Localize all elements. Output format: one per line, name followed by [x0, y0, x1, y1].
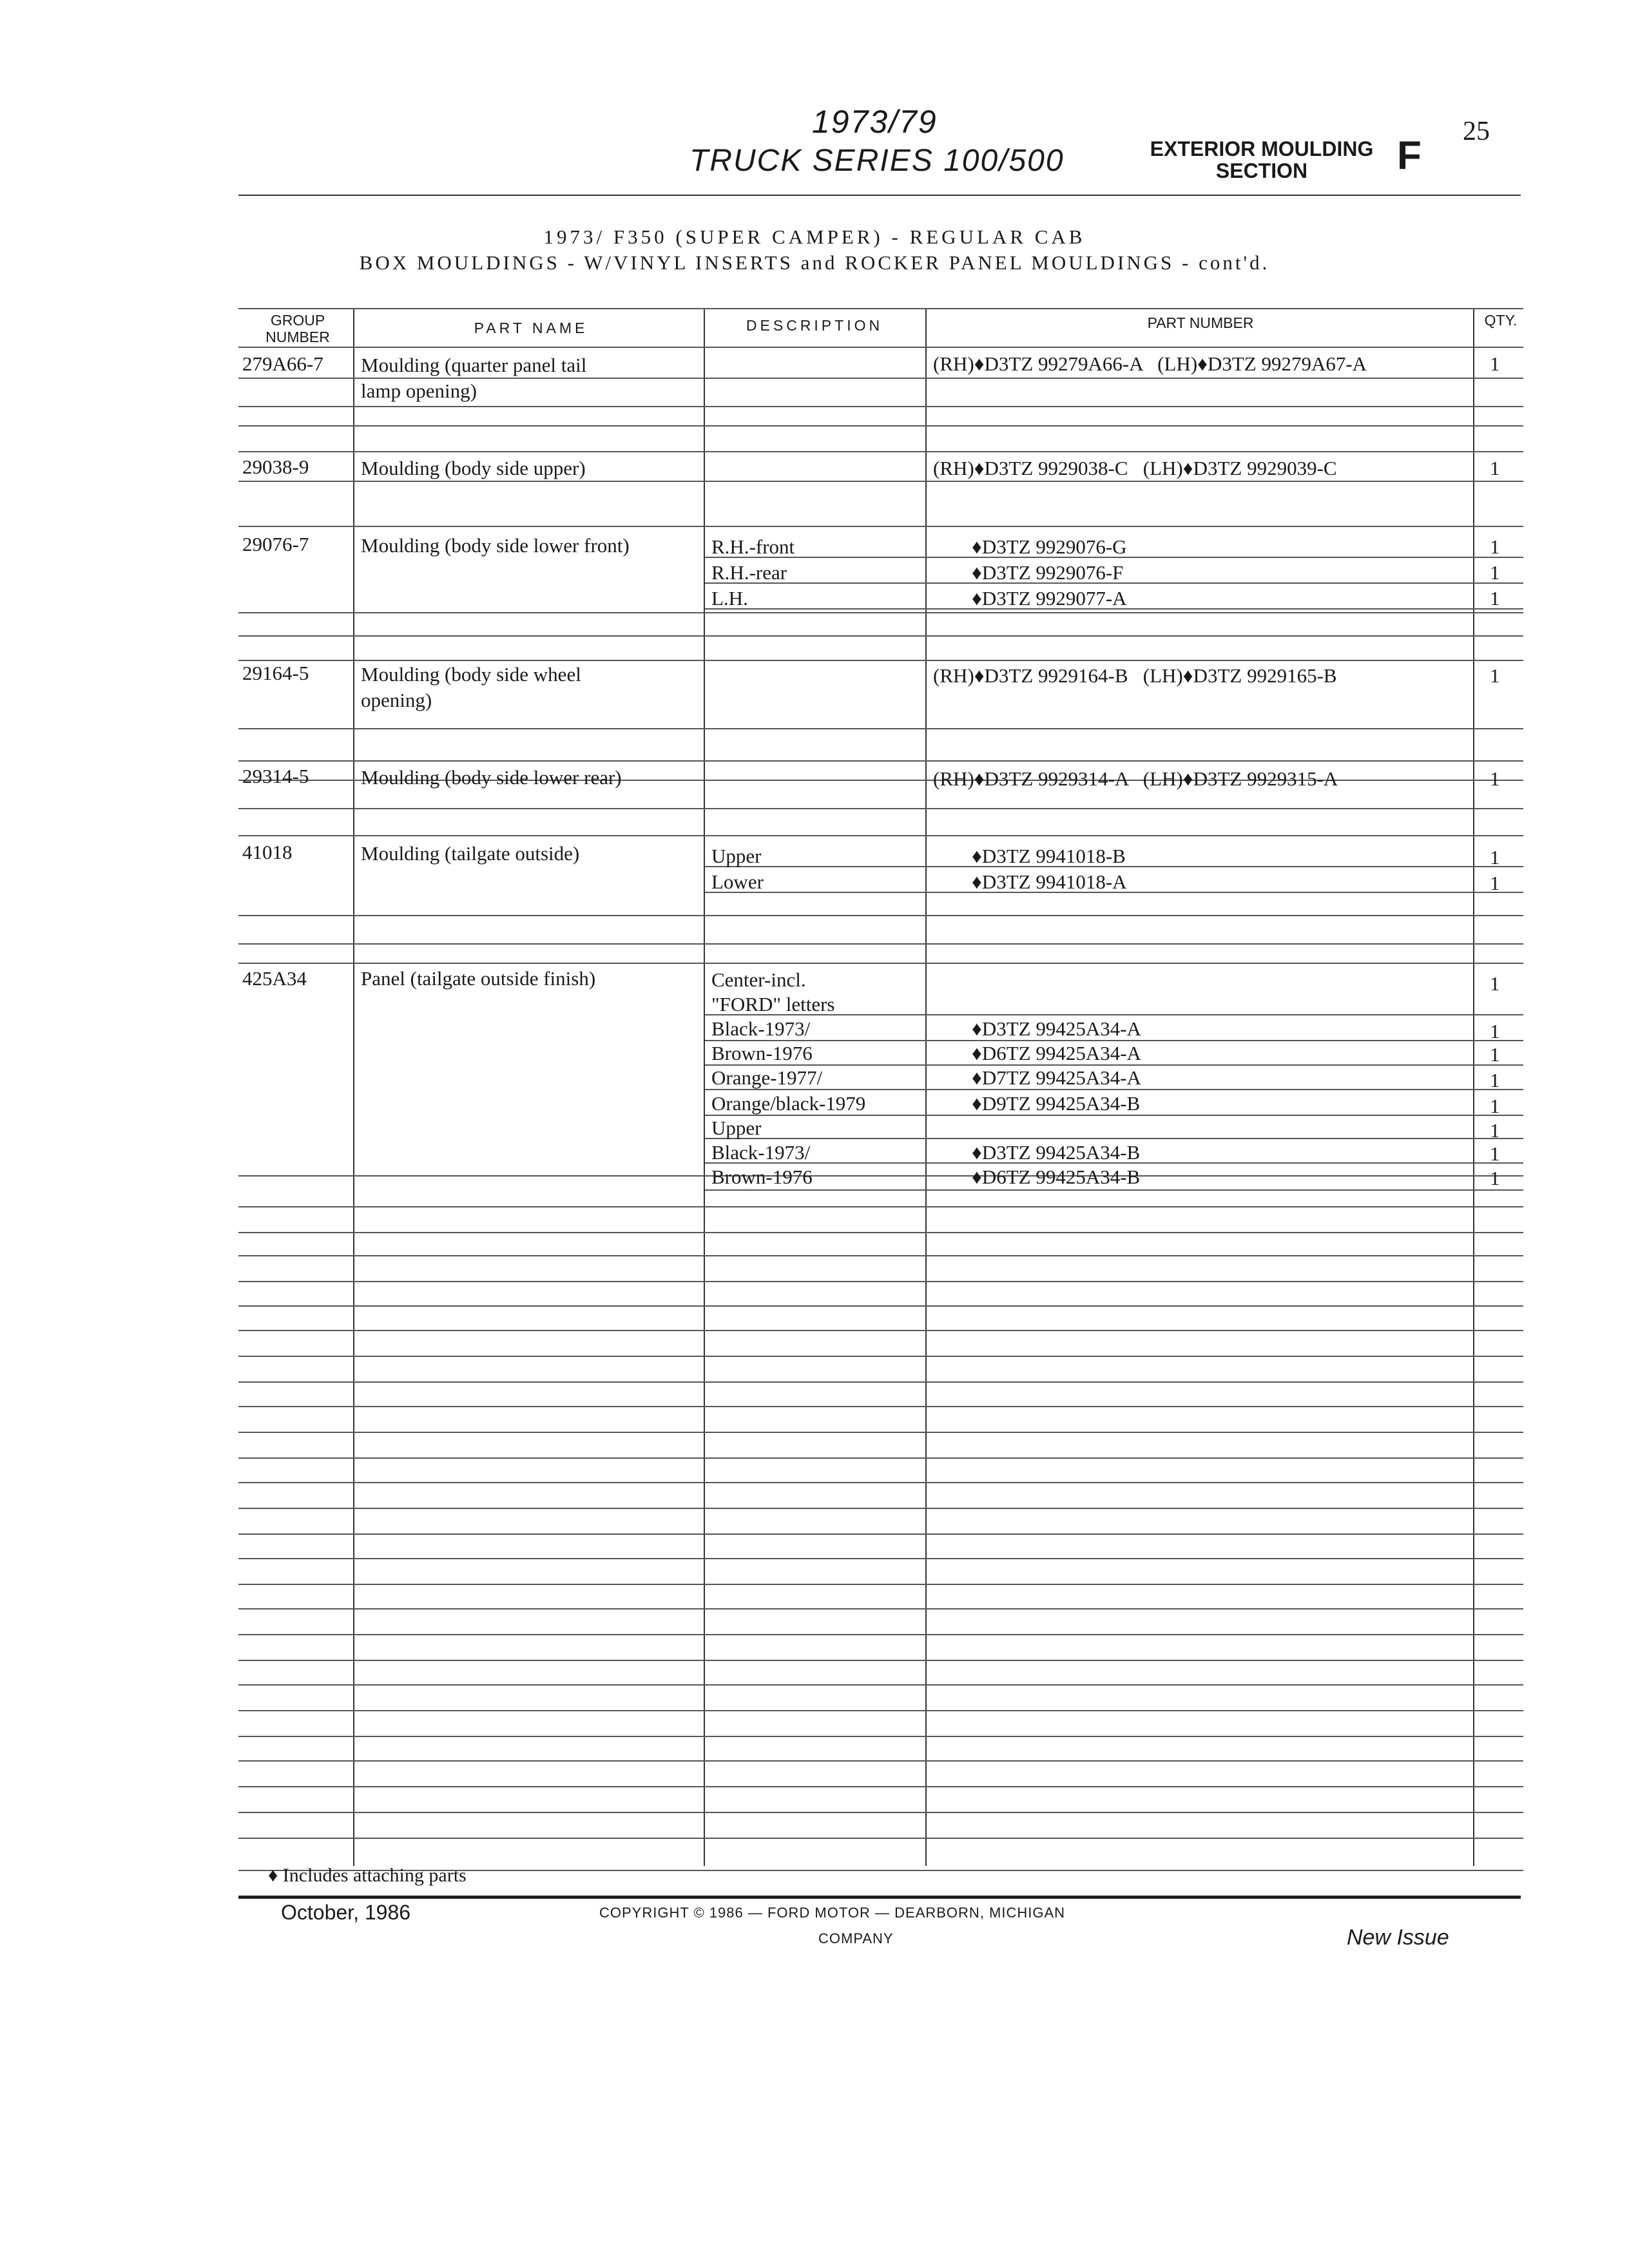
- row-rule: [238, 1558, 1523, 1559]
- part-number: (RH)♦D3TZ 99279A66-A (LH)♦D3TZ 99279A67-A: [933, 352, 1367, 375]
- col-header-group-line2: NUMBER: [265, 329, 330, 345]
- quantity: 1: [1490, 352, 1500, 375]
- group-number: 425A34: [242, 967, 307, 990]
- col-divider: [353, 308, 354, 1866]
- part-number: (RH)♦D3TZ 9929314-A (LH)♦D3TZ 9929315-A: [933, 767, 1338, 790]
- row-rule: [238, 1432, 1523, 1433]
- part-name: Panel (tailgate outside finish): [361, 967, 596, 990]
- description: Black-1973/: [711, 1017, 811, 1040]
- quantity: 1: [1490, 1069, 1500, 1091]
- description: Orange-1977/: [711, 1066, 823, 1089]
- sub-row-rule: [705, 1138, 1523, 1139]
- copyright-company: COMPANY: [818, 1930, 894, 1946]
- row-rule: [238, 963, 1523, 964]
- col-header-group-line1: GROUP: [270, 312, 325, 329]
- issue-date: October, 1986: [281, 1901, 411, 1924]
- row-rule: [238, 1255, 1523, 1256]
- quantity: 1: [1490, 587, 1500, 610]
- row-rule: [238, 635, 1523, 637]
- description: Orange/black-1979: [711, 1092, 866, 1115]
- part-number: ♦D3TZ 99425A34-B: [972, 1141, 1141, 1164]
- col-header-part-name: PART NAME: [474, 320, 588, 336]
- section-name-line2: SECTION: [1215, 159, 1308, 182]
- group-number: 41018: [242, 841, 293, 863]
- quantity: 1: [1490, 457, 1500, 479]
- row-rule: [238, 1760, 1523, 1762]
- description: Center-incl.: [711, 968, 806, 991]
- section-name-line1: EXTERIOR MOULDING: [1150, 137, 1374, 160]
- row-rule: [238, 1533, 1523, 1535]
- years-title: 1973/79: [812, 104, 938, 140]
- quantity: 1: [1490, 1142, 1500, 1165]
- row-rule: [238, 1736, 1523, 1737]
- group-number: 29164-5: [242, 662, 309, 684]
- row-rule: [238, 1838, 1523, 1839]
- row-rule: [238, 1482, 1523, 1483]
- row-rule: [238, 481, 1523, 482]
- row-rule: [238, 451, 1523, 452]
- row-rule: [238, 1812, 1523, 1813]
- part-number: (RH)♦D3TZ 9929164-B (LH)♦D3TZ 9929165-B: [933, 664, 1337, 687]
- part-name-cont: opening): [361, 689, 432, 711]
- part-name: Moulding (body side lower rear): [361, 766, 622, 789]
- row-rule: [238, 915, 1523, 916]
- part-name-cont: lamp opening): [361, 380, 477, 402]
- row-rule: [238, 660, 1523, 661]
- row-rule: [238, 1206, 1523, 1207]
- subtitle-line2: BOX MOULDINGS - W/VINYL INSERTS and ROCKER PANEL MOULDINGS - cont'd.: [359, 251, 1270, 274]
- row-rule: [238, 1634, 1523, 1635]
- quantity: 1: [1490, 846, 1500, 869]
- description: R.H.-rear: [711, 561, 787, 584]
- quantity: 1: [1490, 664, 1500, 687]
- part-number: (RH)♦D3TZ 9929038-C (LH)♦D3TZ 9929039-C: [933, 457, 1337, 479]
- group-number: 29076-7: [242, 533, 309, 555]
- row-rule: [238, 1175, 1523, 1177]
- quantity: 1: [1490, 1020, 1500, 1043]
- col-divider: [1473, 308, 1474, 1866]
- row-rule: [238, 943, 1523, 945]
- part-name: Moulding (body side upper): [361, 457, 586, 479]
- row-rule: [238, 1232, 1523, 1233]
- description: Brown-1976: [711, 1042, 813, 1064]
- part-name: Moulding (body side wheel: [361, 663, 581, 686]
- description: Upper: [711, 1117, 762, 1139]
- col-divider: [925, 308, 927, 1866]
- row-rule: [238, 526, 1523, 527]
- issue-status: New Issue: [1347, 1925, 1449, 1950]
- part-number: ♦D7TZ 99425A34-A: [972, 1066, 1141, 1089]
- group-number: 29038-9: [242, 456, 309, 478]
- page-number: 25: [1463, 117, 1490, 146]
- quantity: 1: [1490, 767, 1500, 790]
- row-rule: [238, 406, 1523, 407]
- row-rule: [238, 1330, 1523, 1331]
- row-rule: [238, 1508, 1523, 1509]
- quantity: 1: [1490, 535, 1500, 558]
- row-rule: [238, 612, 1523, 613]
- quantity: 1: [1490, 1095, 1500, 1117]
- footer-rule: [238, 1896, 1521, 1899]
- part-number: ♦D9TZ 99425A34-B: [972, 1092, 1141, 1115]
- row-rule: [238, 1406, 1523, 1407]
- col-divider: [704, 308, 705, 1866]
- description: Upper: [711, 845, 762, 867]
- quantity: 1: [1490, 872, 1500, 894]
- part-number: ♦D6TZ 99425A34-B: [972, 1166, 1141, 1188]
- part-number: ♦D3TZ 9929077-A: [972, 587, 1127, 610]
- col-header-part-number: PART NUMBER: [1147, 314, 1254, 331]
- row-rule: [238, 1381, 1523, 1383]
- copyright: COPYRIGHT © 1986 — FORD MOTOR — DEARBORN, MICHIGAN: [599, 1905, 1066, 1921]
- part-number: ♦D3TZ 9941018-B: [972, 845, 1126, 867]
- row-rule: [238, 1710, 1523, 1711]
- col-header-qty: QTY.: [1484, 312, 1518, 329]
- description: "FORD" letters: [711, 993, 835, 1015]
- description: R.H.-front: [711, 535, 795, 558]
- section-letter: F: [1397, 133, 1422, 178]
- col-header-description: DESCRIPTION: [746, 317, 883, 334]
- row-rule: [238, 1684, 1523, 1686]
- row-rule: [238, 1584, 1523, 1585]
- row-rule: [238, 425, 1523, 427]
- row-rule: [238, 1660, 1523, 1661]
- description: Black-1973/: [711, 1141, 811, 1164]
- sub-row-rule: [705, 1189, 1523, 1191]
- group-number: 29314-5: [242, 765, 309, 787]
- row-rule: [238, 1356, 1523, 1357]
- description: Lower: [711, 870, 764, 893]
- row-rule: [238, 1608, 1523, 1610]
- table-top-rule: [238, 308, 1523, 309]
- row-rule: [238, 808, 1523, 809]
- part-number: ♦D3TZ 9929076-F: [972, 561, 1124, 584]
- part-number: ♦D6TZ 99425A34-A: [972, 1042, 1141, 1064]
- row-rule: [238, 1305, 1523, 1307]
- row-rule: [238, 1786, 1523, 1787]
- part-number: ♦D3TZ 9929076-G: [972, 535, 1127, 558]
- row-rule: [238, 835, 1523, 836]
- quantity: 1: [1490, 1167, 1500, 1189]
- part-number: ♦D3TZ 9941018-A: [972, 870, 1127, 893]
- quantity: 1: [1490, 972, 1500, 995]
- part-name: Moulding (body side lower front): [361, 534, 630, 557]
- header-bottom-rule: [238, 347, 1523, 348]
- row-rule: [238, 1457, 1523, 1459]
- row-rule: [238, 1281, 1523, 1282]
- footnote: ♦ Includes attaching parts: [268, 1865, 467, 1886]
- group-number: 279A66-7: [242, 352, 323, 375]
- quantity: 1: [1490, 561, 1500, 584]
- description: L.H.: [711, 587, 748, 610]
- quantity: 1: [1490, 1119, 1500, 1142]
- description: Brown-1976: [711, 1166, 813, 1188]
- col-header-group: [240, 312, 356, 345]
- row-rule: [238, 760, 1523, 762]
- row-rule: [238, 728, 1523, 729]
- quantity: 1: [1490, 1043, 1500, 1066]
- part-name: Moulding (quarter panel tail: [361, 354, 587, 376]
- part-name: Moulding (tailgate outside): [361, 842, 580, 865]
- subtitle-line1: 1973/ F350 (SUPER CAMPER) - REGULAR CAB: [543, 226, 1086, 248]
- series-title: TRUCK SERIES 100/500: [689, 144, 1065, 178]
- part-number: ♦D3TZ 99425A34-A: [972, 1017, 1141, 1040]
